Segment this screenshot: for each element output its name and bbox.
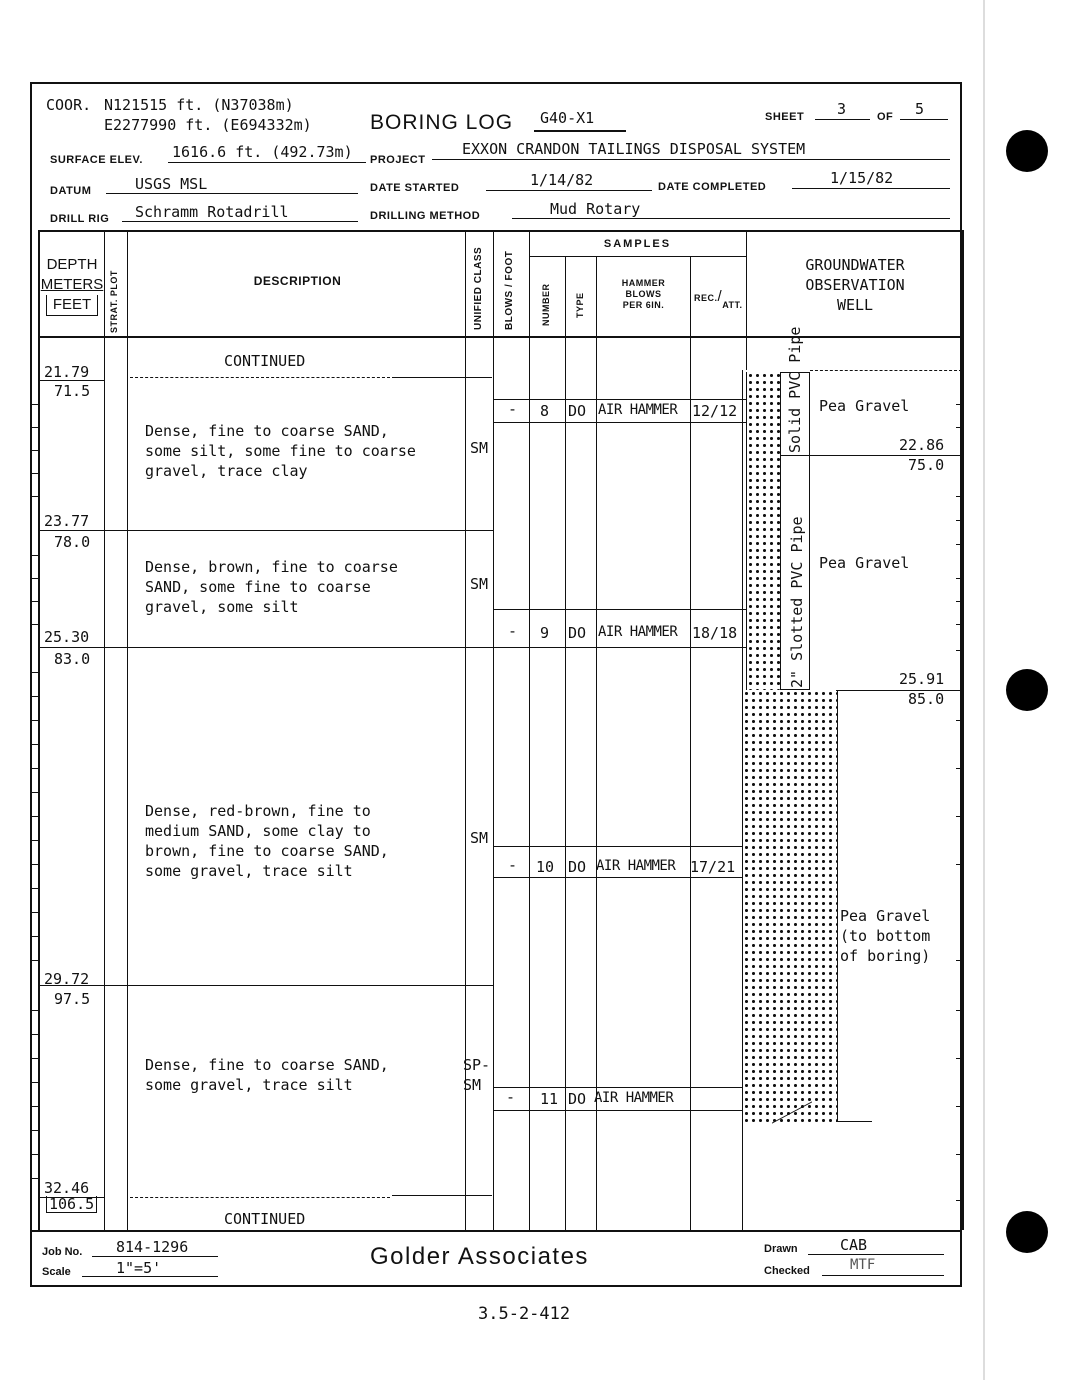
log-title: BORING LOG	[370, 111, 514, 134]
well-depth-1-m: 22.86	[899, 436, 945, 454]
date-completed-label: DATE COMPLETED	[658, 181, 767, 193]
type-header: TYPE	[575, 292, 585, 318]
checked-label: Checked	[764, 1265, 810, 1277]
continued-dashed-line	[130, 377, 390, 378]
depth-meters: 32.46	[44, 1179, 90, 1197]
surface-elev-label: SURFACE ELEV.	[50, 154, 143, 166]
depth-meters: 25.30	[44, 628, 90, 646]
surface-elev: 1616.6 ft. (492.73m)	[172, 143, 353, 161]
continued-top: CONTINUED	[224, 352, 306, 370]
meters-label: METERS	[40, 276, 104, 293]
sample-hammer: AIR HAMMER	[598, 624, 678, 640]
layer-class: SM	[470, 829, 489, 847]
well-depth-2-m: 25.91	[899, 670, 945, 688]
sheet-total: 5	[915, 100, 925, 118]
strat-plot-header: STRAT. PLOT	[109, 270, 119, 333]
slotted-pipe-label: 2" Slotted PVC Pipe	[788, 516, 806, 688]
depth-header	[40, 255, 104, 316]
depth-feet: 83.0	[54, 650, 91, 668]
depth-label: DEPTH	[46, 256, 98, 273]
layer-class: SM	[470, 439, 489, 457]
date-started: 1/14/82	[530, 171, 594, 189]
depth-feet: 78.0	[54, 533, 91, 551]
sample-rec: 12/12	[692, 402, 738, 420]
drilling-method-label: DRILLING METHOD	[370, 210, 481, 222]
punch-hole-top	[1006, 130, 1048, 172]
continued-bottom: CONTINUED	[224, 1210, 306, 1228]
sample-hammer: AIR HAMMER	[598, 402, 678, 418]
punch-hole-bottom	[1006, 1211, 1048, 1253]
project-label: PROJECT	[370, 154, 426, 166]
layer-class: SP- SM	[463, 1056, 491, 1094]
job-number: 814-1296	[116, 1238, 189, 1256]
well-header: GROUNDWATER OBSERVATION WELL	[805, 256, 905, 314]
sample-type: DO	[568, 1090, 587, 1108]
sample-type: DO	[568, 402, 587, 420]
column-header-divider	[38, 336, 962, 338]
sheet-number: 3	[837, 100, 847, 118]
sheet-label: SHEET	[765, 111, 805, 123]
hammer-header: HAMMER BLOWS PER 6IN.	[621, 278, 666, 310]
checked-by: MTF	[850, 1257, 876, 1273]
layer-description: Dense, red-brown, fine to medium SAND, some clay to brown, fine to coarse SAND, some gravel, trace silt	[145, 802, 389, 880]
layer-description: Dense, fine to coarse SAND, some gravel, trace silt	[145, 1056, 389, 1094]
company-name: Golder Associates	[370, 1243, 589, 1270]
sample-blows: -	[508, 856, 518, 874]
well-gravel-label-3: Pea Gravel (to bottom of boring)	[840, 907, 931, 965]
sample-type: DO	[568, 858, 587, 876]
header-divider	[38, 230, 962, 232]
sample-rec: 17/21	[690, 858, 736, 876]
number-header: NUMBER	[541, 283, 551, 326]
datum-label: DATUM	[50, 185, 92, 197]
drill-rig: Schramm Rotadrill	[135, 203, 289, 221]
sample-number: 8	[540, 402, 550, 420]
datum: USGS MSL	[135, 175, 208, 193]
date-started-label: DATE STARTED	[370, 182, 460, 194]
depth-feet: 71.5	[54, 382, 91, 400]
description-header: DESCRIPTION	[253, 274, 342, 288]
well-gravel-label-2: Pea Gravel	[819, 554, 910, 572]
att-label: ATT.	[722, 300, 743, 310]
page-edge	[983, 0, 985, 1380]
unified-class-header: UNIFIED CLASS	[473, 246, 484, 330]
job-label: Job No.	[42, 1246, 83, 1258]
sample-rec: 18/18	[692, 624, 738, 642]
blows-foot-header: BLOWS / FOOT	[504, 250, 515, 330]
layer-description: Dense, brown, fine to coarse SAND, some fine to coarse gravel, some silt	[145, 558, 398, 616]
well-depth-2-ft: 85.0	[908, 690, 945, 708]
sample-number: 9	[540, 624, 550, 642]
layer-class: SM	[470, 575, 489, 593]
footer-divider	[30, 1230, 962, 1232]
coor-north: N121515 ft. (N37038m)	[104, 96, 294, 114]
solid-pipe-label: Solid PVC Pipe	[786, 326, 804, 453]
depth-meters: 21.79	[44, 363, 90, 381]
sample-type: DO	[568, 624, 587, 642]
sample-hammer: AIR HAMMER	[596, 858, 676, 874]
depth-meters: 23.77	[44, 512, 90, 530]
depth-feet: 97.5	[54, 990, 91, 1008]
scale-value: 1"=5'	[116, 1259, 162, 1277]
rec-header: REC./ATT.	[694, 288, 743, 310]
boring-id: G40-X1	[540, 109, 595, 127]
pea-gravel-lower	[742, 690, 838, 1122]
layer-description: Dense, fine to coarse SAND, some silt, some fine to coarse gravel, trace clay	[145, 422, 416, 480]
scale-label: Scale	[42, 1266, 71, 1278]
sample-number: 10	[536, 858, 555, 876]
samples-header: SAMPLES	[603, 238, 672, 250]
page-number: 3.5-2-412	[478, 1304, 571, 1324]
continued-bottom-dashed-line	[130, 1197, 390, 1198]
sample-blows: -	[506, 1088, 516, 1106]
sample-number: 11	[540, 1090, 559, 1108]
drill-rig-label: DRILL RIG	[50, 213, 110, 225]
feet-label: FEET	[46, 295, 98, 316]
sample-hammer: AIR HAMMER	[594, 1090, 674, 1106]
well-depth-1-ft: 75.0	[908, 456, 945, 474]
rec-label: REC.	[694, 293, 718, 303]
date-completed: 1/15/82	[830, 169, 894, 187]
project-name: EXXON CRANDON TAILINGS DISPOSAL SYSTEM	[462, 140, 806, 158]
punch-hole-middle	[1006, 669, 1048, 711]
drilling-method: Mud Rotary	[550, 200, 641, 218]
pea-gravel-upper	[746, 372, 781, 690]
sample-blows: -	[508, 622, 518, 640]
drawn-label: Drawn	[764, 1243, 798, 1255]
drawn-by: CAB	[840, 1236, 868, 1254]
sample-blows: -	[508, 400, 518, 418]
of-label: OF	[877, 111, 894, 123]
coor-label: COOR.	[46, 96, 92, 114]
depth-meters: 29.72	[44, 970, 90, 988]
depth-feet: 106.5	[46, 1196, 97, 1213]
well-gravel-label-1: Pea Gravel	[819, 397, 910, 415]
coor-east: E2277990 ft. (E694332m)	[104, 116, 312, 134]
